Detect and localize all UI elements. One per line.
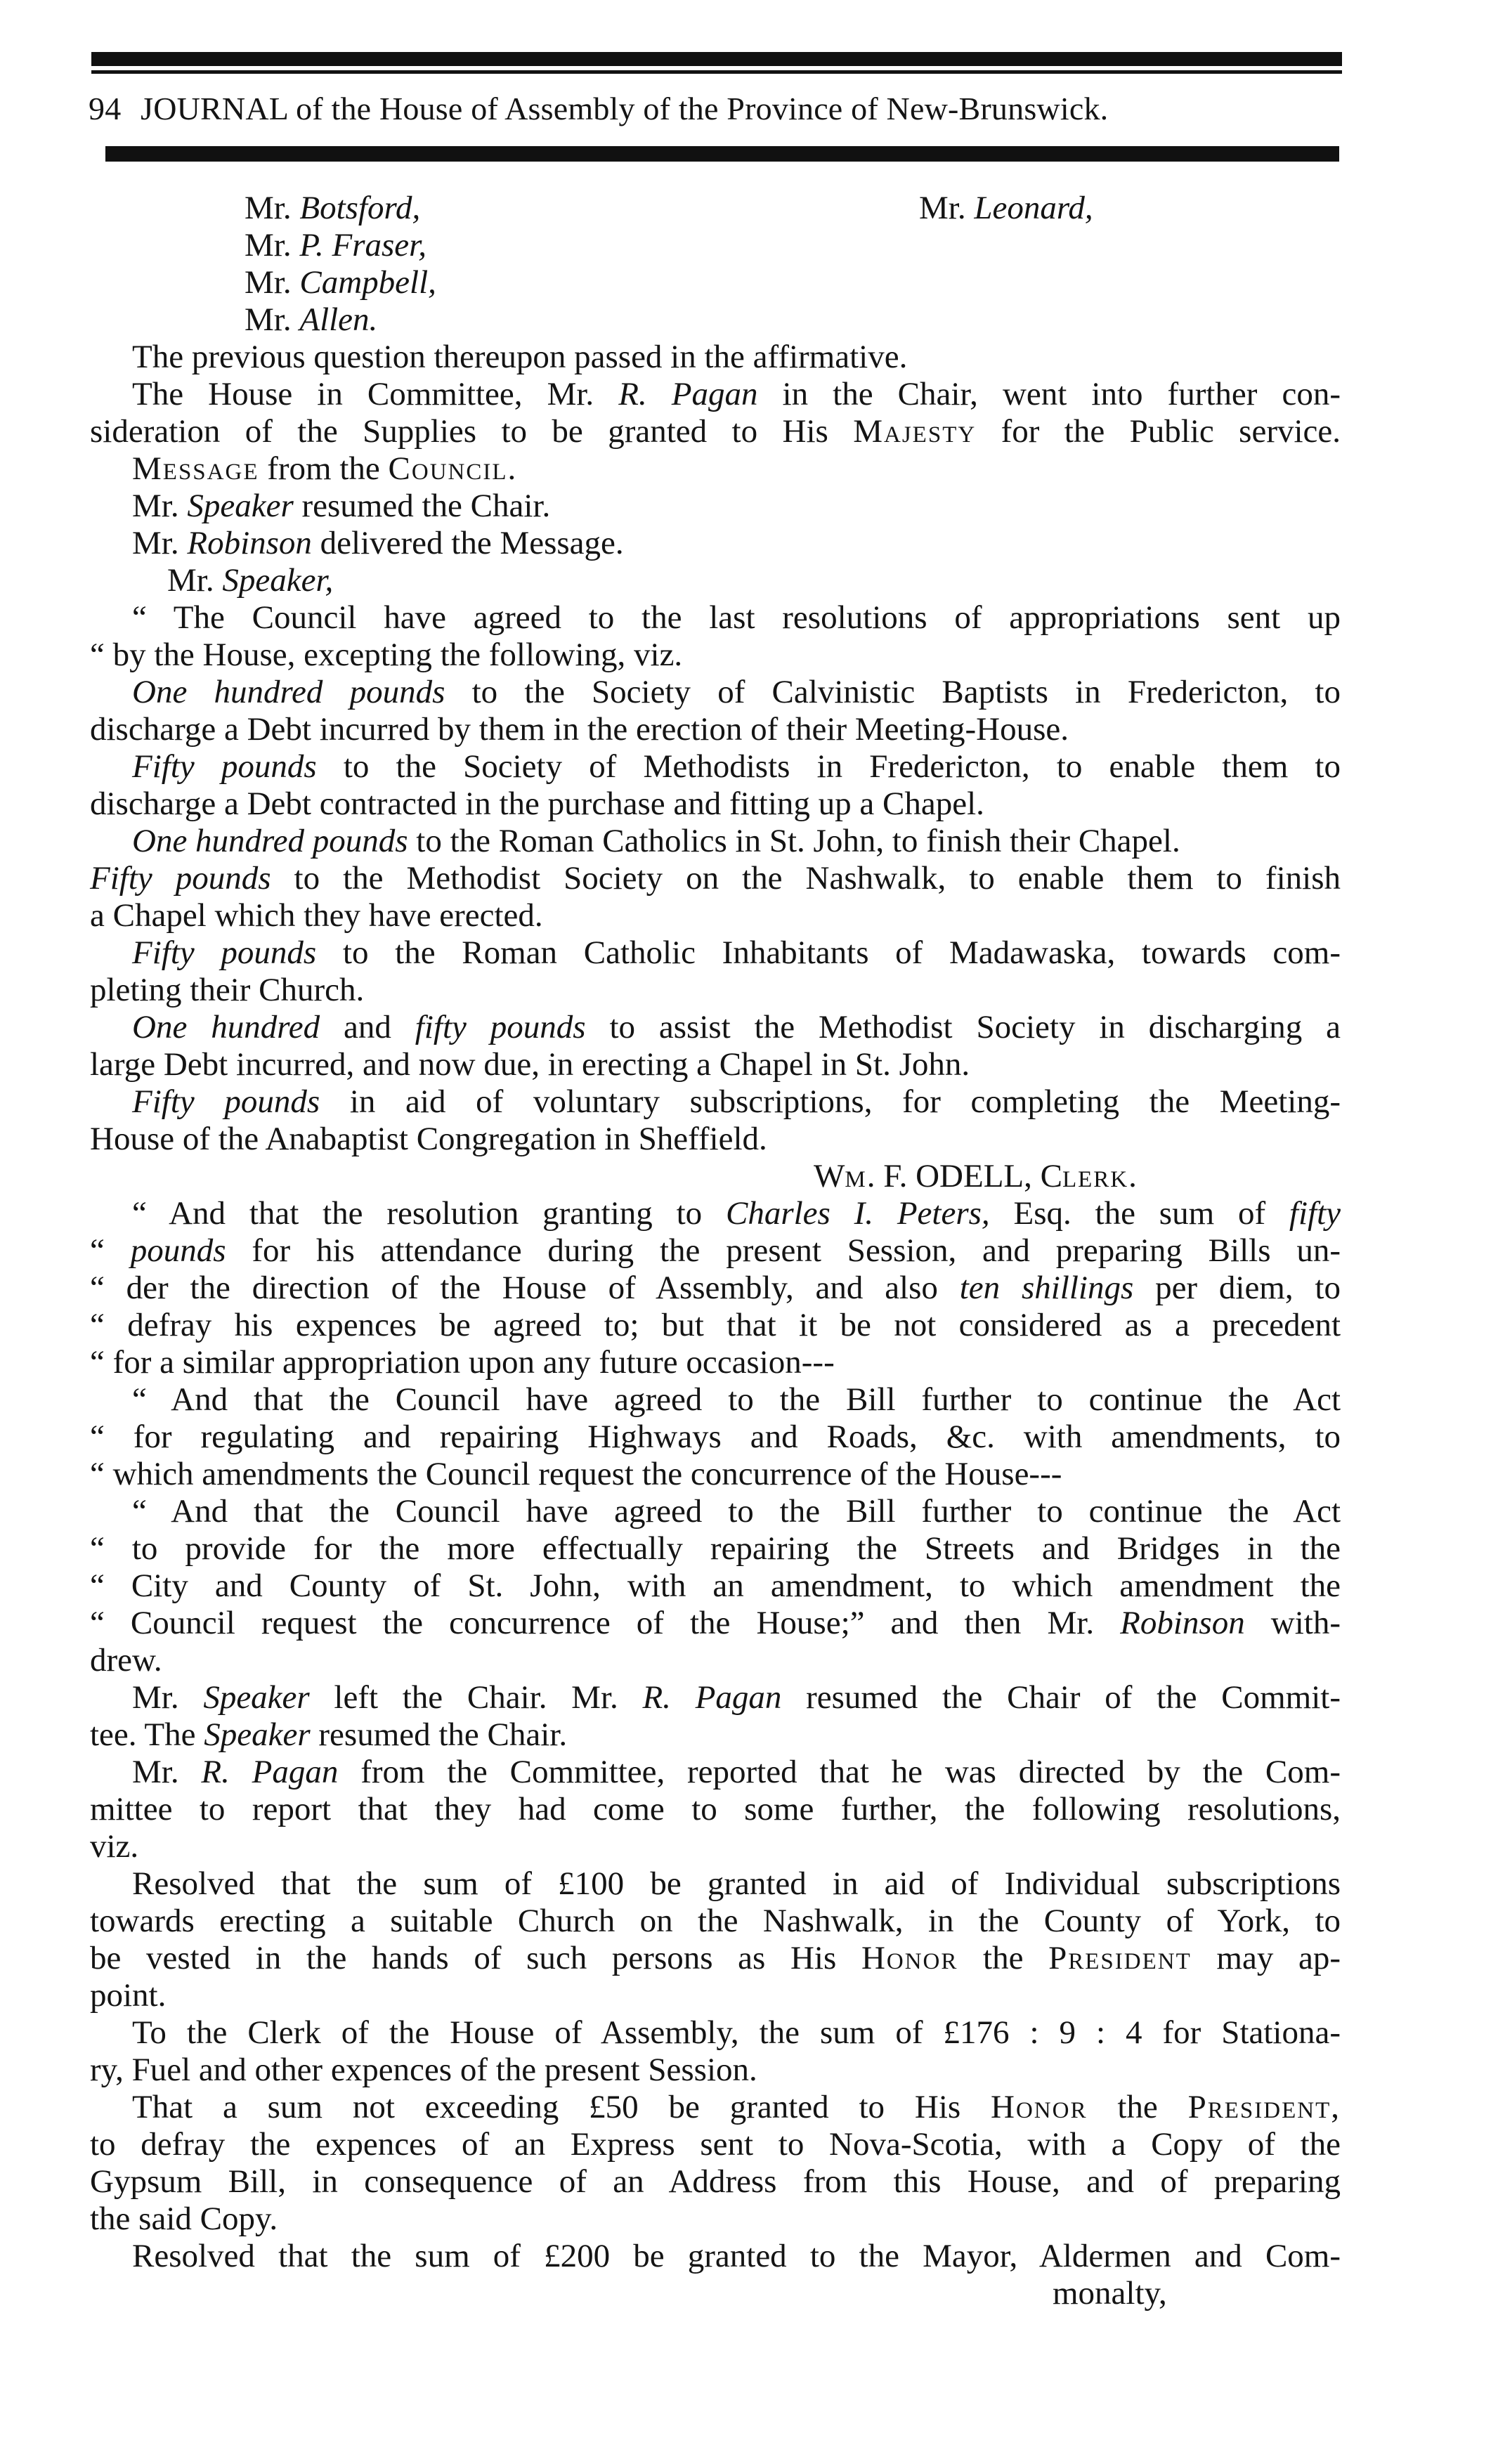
text-line: mittee to report that they had come to some further, the following resolutions,	[90, 1791, 1341, 1827]
text-line: Fifty pounds to the Roman Catholic Inhabitants of Madawaska, towards com-	[132, 934, 1341, 971]
top-rule	[91, 52, 1342, 66]
page-number: 94	[89, 91, 122, 126]
text-line: One hundred pounds to the Society of Calvinistic Baptists in Fredericton, to	[132, 674, 1341, 710]
text-line: pleting their Church.	[90, 972, 365, 1008]
text-line: “ which amendments the Council request the concurrence of the House---	[90, 1456, 1062, 1492]
text-line: Resolved that the sum of £200 be granted to the Mayor, Aldermen and Com-	[132, 2238, 1341, 2274]
text-line: “ The Council have agreed to the last resolutions of appropriations sent up	[132, 599, 1341, 636]
text-line: Message from the Council.	[132, 450, 518, 487]
text-line: “ to provide for the more effectually repairing the Streets and Bridges in the	[90, 1530, 1341, 1567]
text-line: “ City and County of St. John, with an amendment, to which amendment the	[90, 1567, 1341, 1604]
text-line: Wm. F. ODELL, Clerk.	[814, 1158, 1137, 1194]
text-line: Mr. Allen.	[245, 301, 378, 338]
text-line: Mr. Robinson delivered the Message.	[132, 525, 624, 561]
text-line: Fifty pounds to the Methodist Society on the Nashwalk, to enable them to finish	[90, 860, 1341, 897]
text-line: Mr. Speaker,	[167, 562, 334, 599]
text-line: to defray the expences of an Express sent to Nova-Scotia, with a Copy of the	[90, 2126, 1341, 2163]
text-line: That a sum not exceeding £50 be granted to His Honor the President,	[132, 2089, 1341, 2125]
text-line: “ for a similar appropriation upon any future occasion---	[90, 1344, 835, 1381]
text-line: drew.	[90, 1642, 162, 1678]
text-line: towards erecting a suitable Church on the Nashwalk, in the County of York, to	[90, 1903, 1341, 1939]
text-line: “ And that the Council have agreed to the Bill further to continue the Act	[132, 1493, 1341, 1530]
header-rule	[105, 146, 1339, 162]
text-line: tee. The Speaker resumed the Chair.	[90, 1716, 568, 1753]
text-line: Mr. Speaker left the Chair. Mr. R. Pagan resumed the Chair of the Commit-	[132, 1679, 1341, 1716]
text-line: The House in Committee, Mr. R. Pagan in the Chair, went into further con-	[132, 376, 1341, 412]
text-line: “ der the direction of the House of Assembly, and also ten shillings per diem, to	[90, 1270, 1341, 1306]
text-line: Mr. Botsford, Mr. Leonard,	[245, 190, 1093, 226]
text-line: The previous question thereupon passed in the affirmative.	[132, 339, 908, 375]
text-line: a Chapel which they have erected.	[90, 897, 543, 934]
text-line: discharge a Debt contracted in the purchase and fitting up a Chapel.	[90, 786, 984, 822]
text-line: “ pounds for his attendance during the present Session, and preparing Bills un-	[90, 1232, 1341, 1269]
text-line: “ And that the Council have agreed to the Bill further to continue the Act	[132, 1381, 1341, 1418]
text-line: “ for regulating and repairing Highways and Roads, &c. with amendments, to	[90, 1419, 1341, 1455]
text-line: large Debt incurred, and now due, in erecting a Chapel in St. John.	[90, 1046, 970, 1083]
running-header	[89, 90, 1353, 127]
top-rule-thin	[91, 70, 1342, 74]
text-line: House of the Anabaptist Congregation in Sheffield.	[90, 1121, 767, 1157]
text-line: discharge a Debt incurred by them in the erection of their Meeting-House.	[90, 711, 1069, 748]
text-line: Gypsum Bill, in consequence of an Address from this House, and of preparing	[90, 2163, 1341, 2200]
text-line: Resolved that the sum of £100 be granted in aid of Individual subscriptions	[132, 1865, 1341, 1902]
text-line: Fifty pounds in aid of voluntary subscriptions, for completing the Meeting-	[132, 1083, 1341, 1120]
text-line: ry, Fuel and other expences of the present Session.	[90, 2052, 757, 2088]
text-line: “ defray his expences be agreed to; but that it be not considered as a precedent	[90, 1307, 1341, 1343]
text-line: viz.	[90, 1828, 139, 1865]
text-line: be vested in the hands of such persons as His Honor the President may ap-	[90, 1940, 1341, 1976]
text-line: Mr. Campbell,	[245, 264, 436, 301]
text-line: “ And that the resolution granting to Charles I. Peters, Esq. the sum of fifty	[132, 1195, 1341, 1232]
text-line: “ Council request the concurrence of the House;” and then Mr. Robinson with-	[90, 1605, 1341, 1641]
text-line: monalty,	[1053, 2275, 1167, 2312]
text-line: Mr. P. Fraser,	[245, 227, 426, 263]
text-line: point.	[90, 1977, 167, 2014]
text-line: One hundred and fifty pounds to assist the Methodist Society in discharging a	[132, 1009, 1341, 1045]
text-line: Fifty pounds to the Society of Methodists in Fredericton, to enable them to	[132, 748, 1341, 785]
text-line: the said Copy.	[90, 2201, 278, 2237]
journal-title: JOURNAL of the House of Assembly of the Province of New-Brunswick.	[141, 91, 1109, 126]
text-line: Mr. R. Pagan from the Committee, reported that he was directed by the Com-	[132, 1754, 1341, 1790]
text-line: To the Clerk of the House of Assembly, the sum of £176 : 9 : 4 for Stationa-	[132, 2014, 1341, 2051]
text-line: “ by the House, excepting the following, viz.	[90, 637, 683, 673]
text-line: Mr. Speaker resumed the Chair.	[132, 488, 551, 524]
text-line: One hundred pounds to the Roman Catholics in St. John, to finish their Chapel.	[132, 823, 1180, 859]
body-text	[90, 190, 1341, 2312]
text-line: sideration of the Supplies to be granted to His Majesty for the Public service.	[90, 413, 1341, 450]
